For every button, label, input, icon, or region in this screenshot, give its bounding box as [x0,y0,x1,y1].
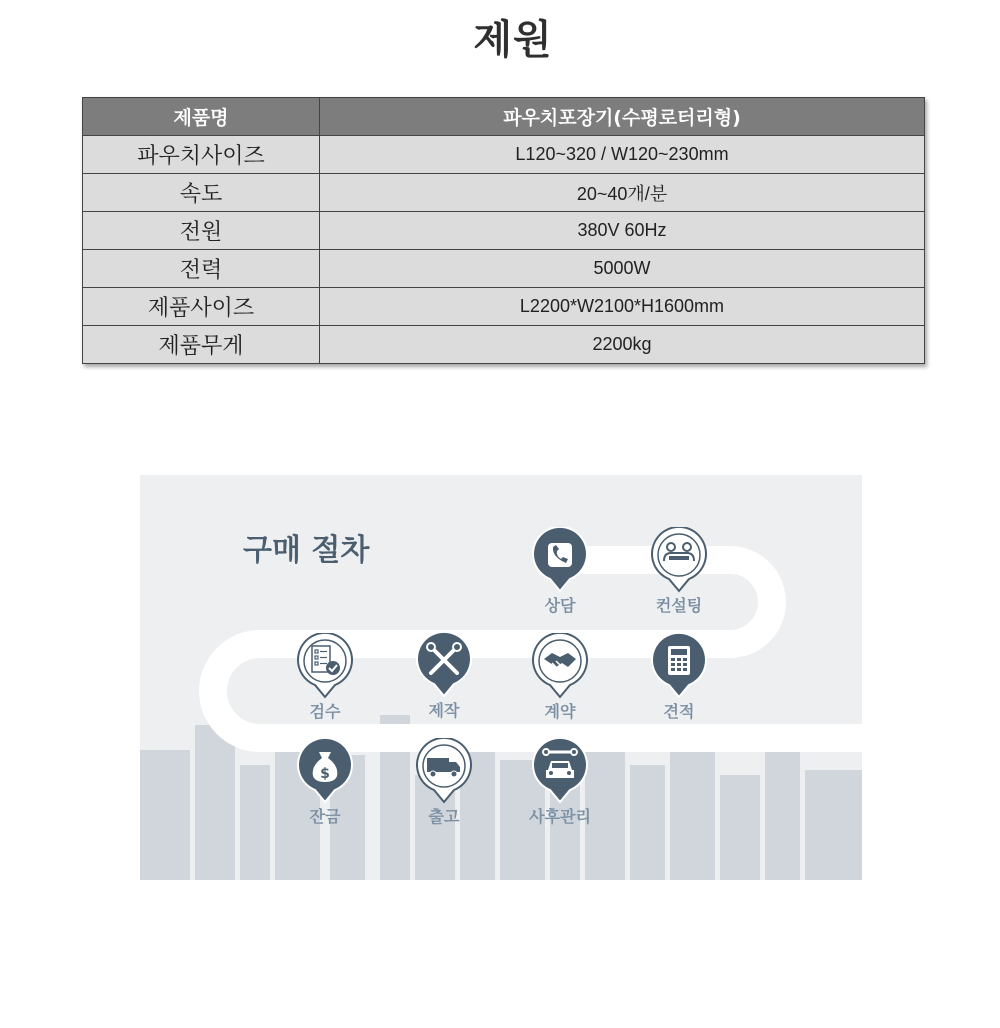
truck-icon [416,738,472,804]
step-label: 컨설팅 [655,596,703,615]
process-step [270,633,380,722]
table-row [83,212,925,250]
step-label: 제작 [428,701,460,720]
step-label: 잔금 [309,807,341,826]
money-bag-icon [297,738,353,804]
step-label: 견적 [663,702,695,721]
step-label: 검수 [309,702,341,721]
process-step [505,738,615,827]
table-row [83,136,925,174]
process-title: 구매 절차 [243,533,370,568]
spec-header-label: 제품명 [83,98,320,136]
table-row [83,288,925,326]
spec-header-row [83,98,925,136]
spec-label: 제품사이즈 [83,288,320,326]
purchase-process-panel [140,475,862,880]
checklist-icon [297,633,353,699]
spec-label: 전력 [83,250,320,288]
meeting-icon [651,527,707,593]
spec-label: 전원 [83,212,320,250]
handshake-icon [532,633,588,699]
process-step [389,738,499,827]
spec-header-value: 파우치포장기(수평로터리형) [320,98,925,136]
car-repair-icon [532,738,588,804]
calculator-icon [651,633,707,699]
table-row [83,174,925,212]
page-title: 제원 [473,17,553,63]
table-row [83,250,925,288]
step-label: 상담 [544,596,576,615]
process-step [624,633,734,722]
step-label: 출고 [428,807,460,826]
spec-label: 제품무게 [83,326,320,364]
spec-table [82,97,925,364]
process-step [389,632,499,721]
svg-text:$: $ [320,766,330,782]
spec-value: 20~40개/분 [320,174,925,212]
spec-value: 380V 60Hz [320,212,925,250]
spec-label: 속도 [83,174,320,212]
spec-value: 5000W [320,250,925,288]
process-step [505,527,615,616]
spec-value: 2200kg [320,326,925,364]
process-step [505,633,615,722]
table-row [83,326,925,364]
spec-value: L2200*W2100*H1600mm [320,288,925,326]
step-label: 사후관리 [529,807,591,826]
process-step [270,738,380,827]
step-label: 계약 [544,702,576,721]
phone-icon [532,527,588,593]
spec-value: L120~320 / W120~230mm [320,136,925,174]
process-step [624,527,734,616]
tools-icon [416,632,472,698]
spec-label: 파우치사이즈 [83,136,320,174]
